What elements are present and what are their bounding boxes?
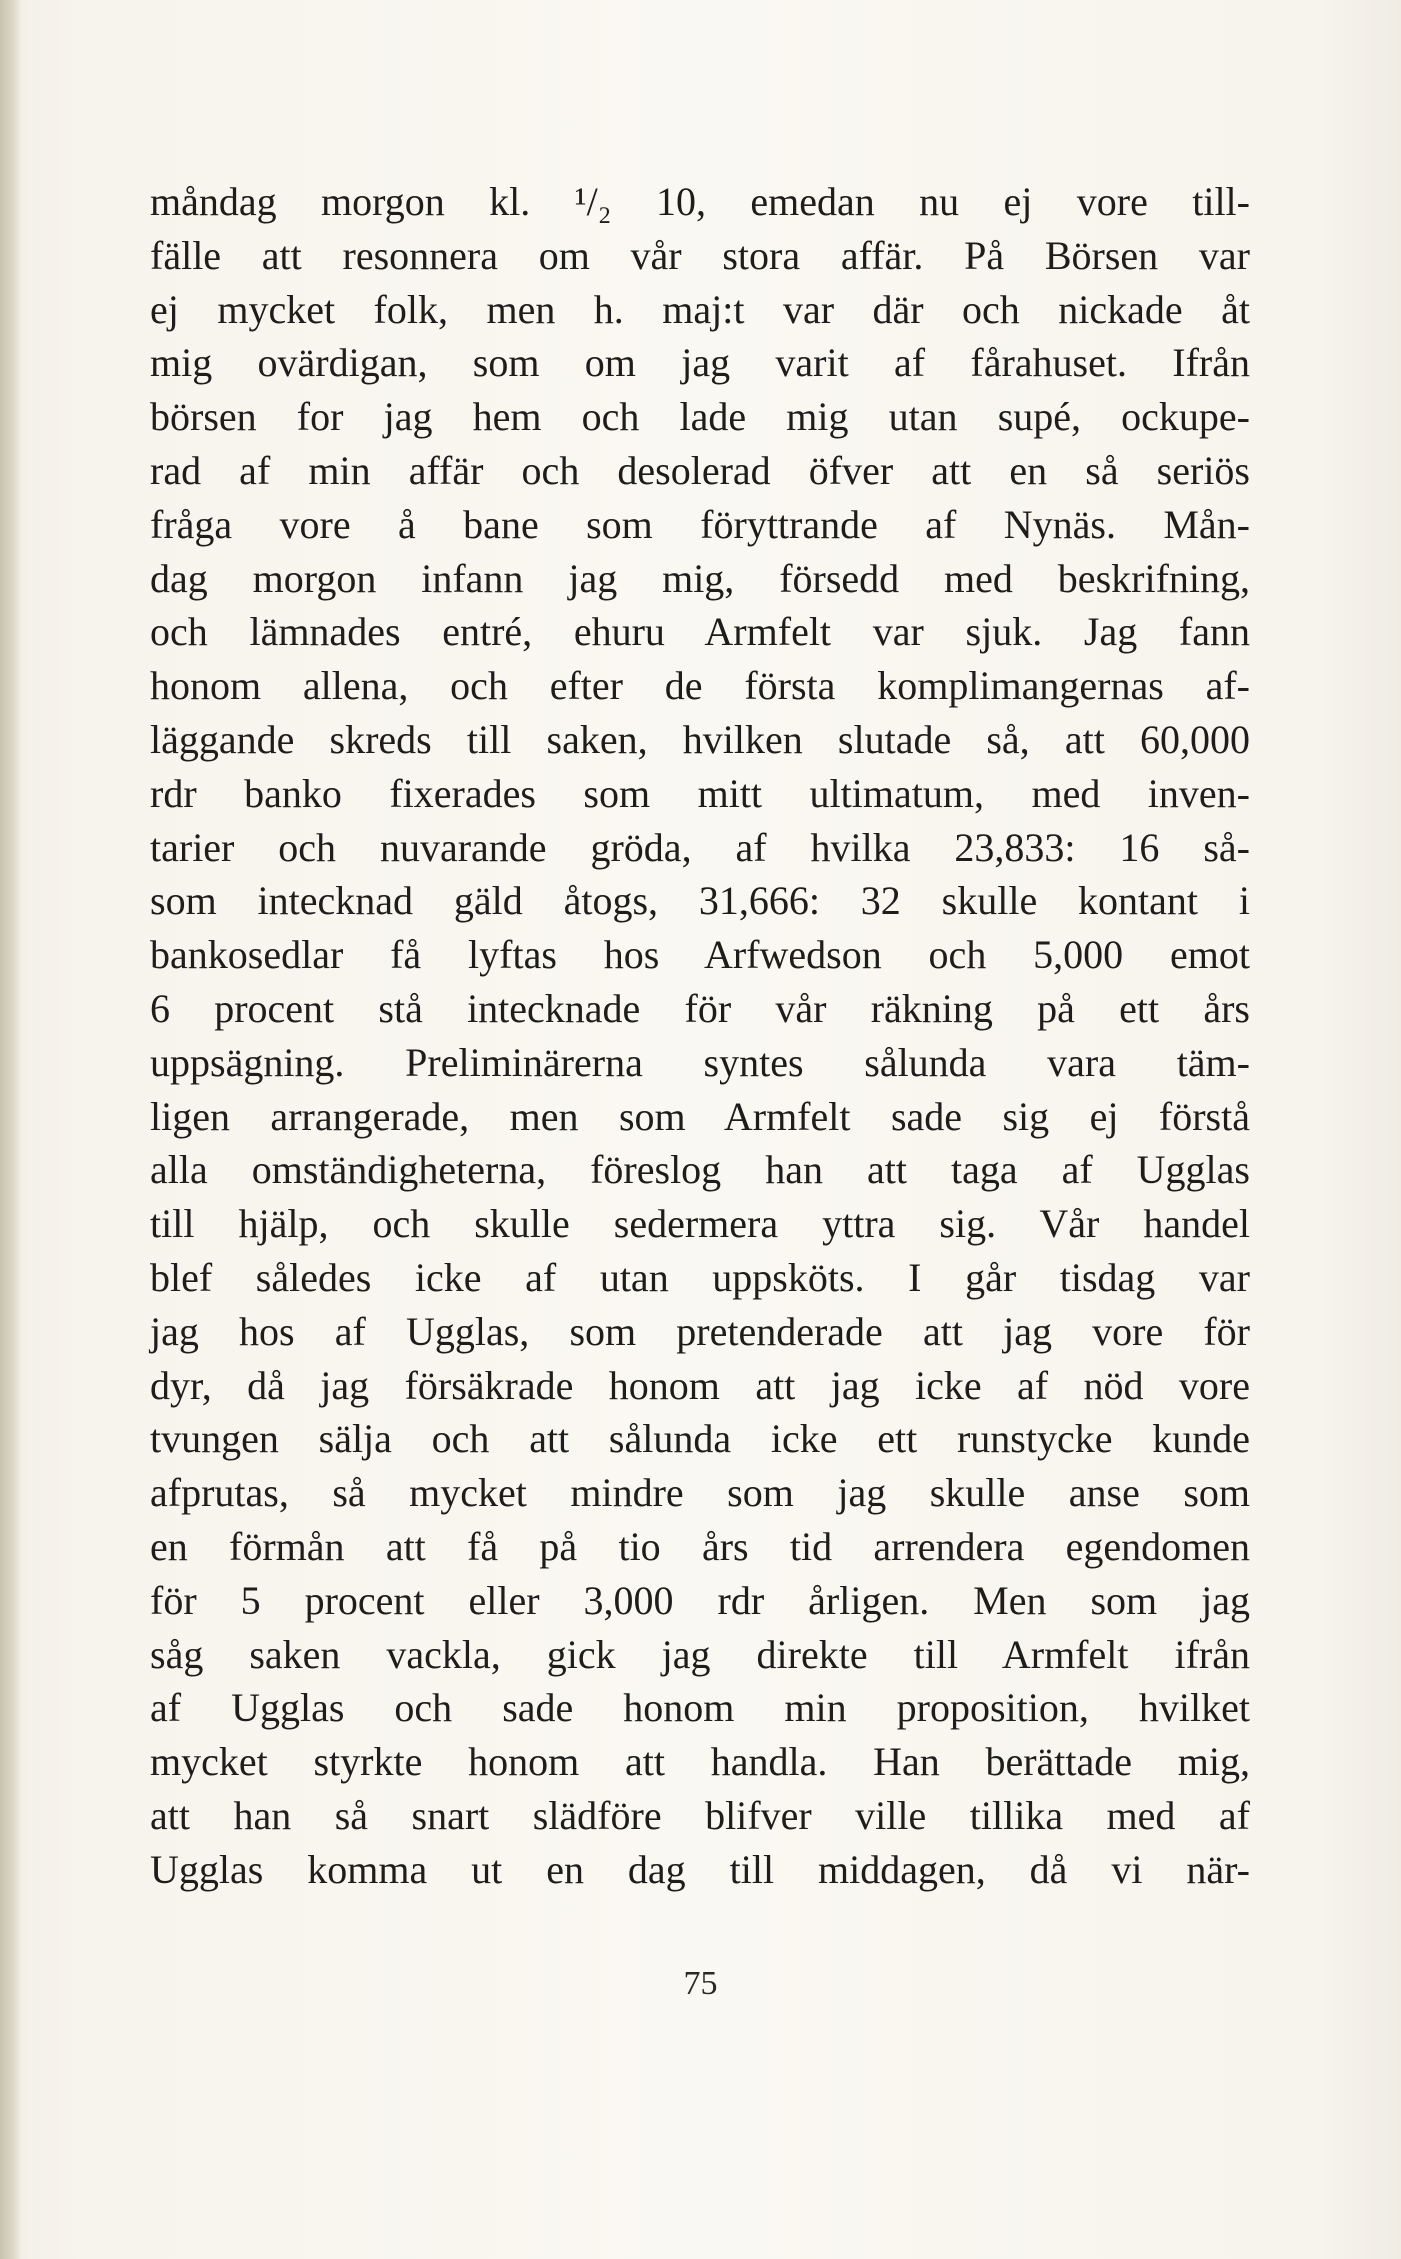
text-line: jag hos af Ugglas, som pretenderade att jag vore för xyxy=(150,1308,1250,1354)
page-binding-edge xyxy=(0,0,22,2259)
text-line: ej mycket folk, men h. maj:t var där och nickade åt xyxy=(150,286,1250,332)
text-line: afprutas, så mycket mindre som jag skulle anse som xyxy=(150,1470,1250,1516)
text-line: dag morgon infann jag mig, försedd med beskrifning, xyxy=(150,555,1250,601)
text-line: tvungen sälja och att sålunda icke ett runstycke kunde xyxy=(150,1416,1250,1462)
text-line: som intecknad gäld åtogs, 31,666: 32 skulle kontant i xyxy=(150,878,1250,924)
text-line: mycket styrkte honom att handla. Han berättade mig, xyxy=(150,1739,1250,1785)
text-line: rad af min affär och desolerad öfver att en så seriös xyxy=(150,447,1250,493)
text-line: af Ugglas och sade honom min proposition, hvilket xyxy=(150,1685,1250,1731)
text-line: dyr, då jag försäkrade honom att jag icke af nöd vore xyxy=(150,1362,1250,1408)
text-line: en förmån att få på tio års tid arrendera egendomen xyxy=(150,1523,1250,1569)
text-line: börsen for jag hem och lade mig utan supé, ockupe- xyxy=(150,394,1250,440)
text-line: rdr banko fixerades som mitt ultimatum, med inven- xyxy=(150,770,1250,816)
text-line: till hjälp, och skulle sedermera yttra sig. Vår handel xyxy=(150,1201,1250,1247)
text-line: fälle att resonnera om vår stora affär. På Börsen var xyxy=(150,232,1250,278)
body-text xyxy=(150,175,1250,1897)
text-line: att han så snart slädföre blifver ville tillika med af xyxy=(150,1792,1250,1838)
text-line: fråga vore å bane som föryttrande af Nynäs. Mån- xyxy=(150,501,1250,547)
text-line: ligen arrangerade, men som Armfelt sade sig ej förstå xyxy=(150,1093,1250,1139)
text-line: tarier och nuvarande gröda, af hvilka 23,833: 16 så- xyxy=(150,824,1250,870)
text-line: mig ovärdigan, som om jag varit af fårahuset. Ifrån xyxy=(150,340,1250,386)
text-line: och lämnades entré, ehuru Armfelt var sjuk. Jag fann xyxy=(150,609,1250,655)
text-line: blef således icke af utan uppsköts. I går tisdag var xyxy=(150,1254,1250,1300)
text-line: bankosedlar få lyftas hos Arfwedson och 5,000 emot xyxy=(150,932,1250,978)
text-line: läggande skreds till saken, hvilken slutade så, att 60,000 xyxy=(150,716,1250,762)
text-line: för 5 procent eller 3,000 rdr årligen. Men som jag xyxy=(150,1577,1250,1623)
text-line: honom allena, och efter de första komplimangernas af- xyxy=(150,663,1250,709)
text-line: måndag morgon kl. ¹/₂ 10, emedan nu ej vore till- xyxy=(150,179,1250,224)
text-line: Ugglas komma ut en dag till middagen, då vi när- xyxy=(150,1846,1250,1892)
text-line: 6 procent stå intecknade för vår räkning på ett års xyxy=(150,985,1250,1031)
text-line: alla omständigheterna, föreslog han att taga af Ugglas xyxy=(150,1147,1250,1193)
text-line: uppsägning. Preliminärerna syntes sålunda vara täm- xyxy=(150,1039,1250,1085)
page-number: 75 xyxy=(683,1965,718,2002)
text-line: såg saken vackla, gick jag direkte till Armfelt ifrån xyxy=(150,1631,1250,1677)
